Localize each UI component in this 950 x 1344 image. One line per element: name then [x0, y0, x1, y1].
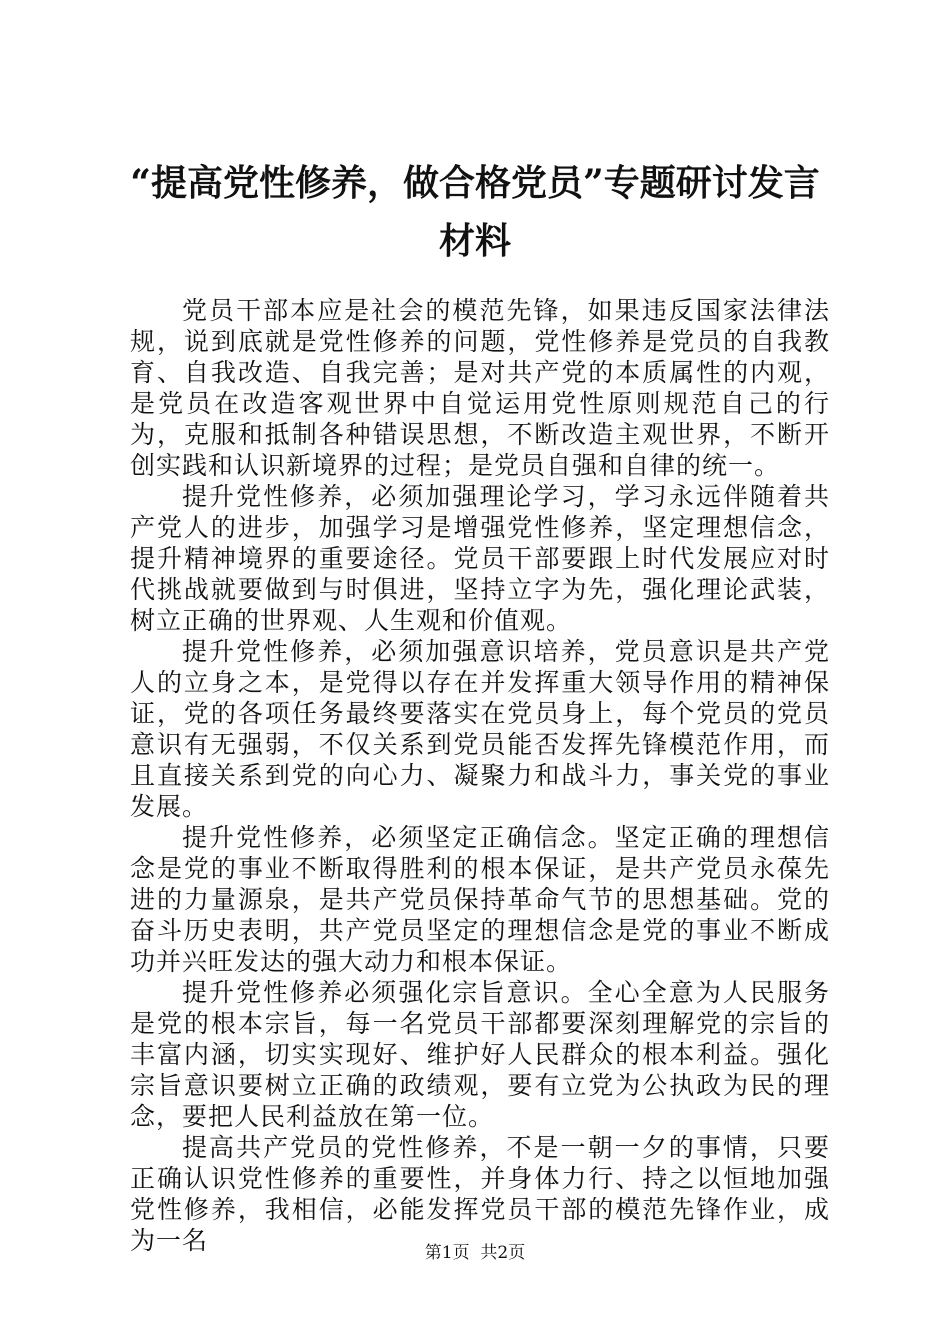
paragraph: 提升党性修养，必须加强理论学习，学习永远伴随着共产党人的进步，加强学习是增强党性修养，坚定理想信念，提升精神境界的重要途径。党员干部要跟上时代发展应对时代挑战就要做到与时俱进，坚持立字为先，强化理论武装，树立正确的世界观、人生观和价值观。 — [130, 482, 830, 635]
document-title-line-2: 材料 — [438, 220, 511, 262]
document-body — [130, 295, 830, 1256]
paragraph: 提升党性修养，必须坚定正确信念。坚定正确的理想信念是党的事业不断取得胜利的根本保证，是共产党员永葆先进的力量源泉，是共产党员保持革命气节的思想基础。党的奋斗历史表明，共产党员坚定的理想信念是党的事业不断成功并兴旺发达的强大动力和根本保证。 — [130, 823, 830, 976]
paragraph: 党员干部本应是社会的模范先锋，如果违反国家法律法规，说到底就是党性修养的问题，党性修养是党员的自我教育、自我改造、自我完善；是对共产党的本质属性的内观，是党员在改造客观世界中自觉运用党性原则规范自己的行为，克服和抵制各种错误思想，不断改造主观世界，不断开创实践和认识新境界的过程；是党员自强和自律的统一。 — [130, 296, 830, 480]
page-number-footer: 第1页 共2页 — [424, 1243, 526, 1263]
paragraph: 提高共产党员的党性修养，不是一朝一夕的事情，只要正确认识党性修养的重要性，并身体力行、持之以恒地加强党性修养，我相信，必能发挥党员干部的模范先锋作业，成为一名 — [130, 1133, 830, 1255]
paragraph: 提升党性修养必须强化宗旨意识。全心全意为人民服务是党的根本宗旨，每一名党员干部都要深刻理解党的宗旨的丰富内涵，切实实现好、维护好人民群众的根本利益。强化宗旨意识要树立正确的政绩观，要有立党为公执政为民的理念，要把人民利益放在第一位。 — [130, 978, 830, 1131]
paragraph: 提升党性修养，必须加强意识培养，党员意识是共产党人的立身之本，是党得以存在并发挥重大领导作用的精神保证，党的各项任务最终要落实在党员身上，每个党员的党员意识有无强弱，不仅关系到党员能否发挥先锋模范作用，而且直接关系到党的向心力、凝聚力和战斗力，事关党的事业发展。 — [130, 637, 830, 821]
document-title-line-1: “提高党性修养，做合格党员”专题研讨发言 — [130, 162, 820, 204]
